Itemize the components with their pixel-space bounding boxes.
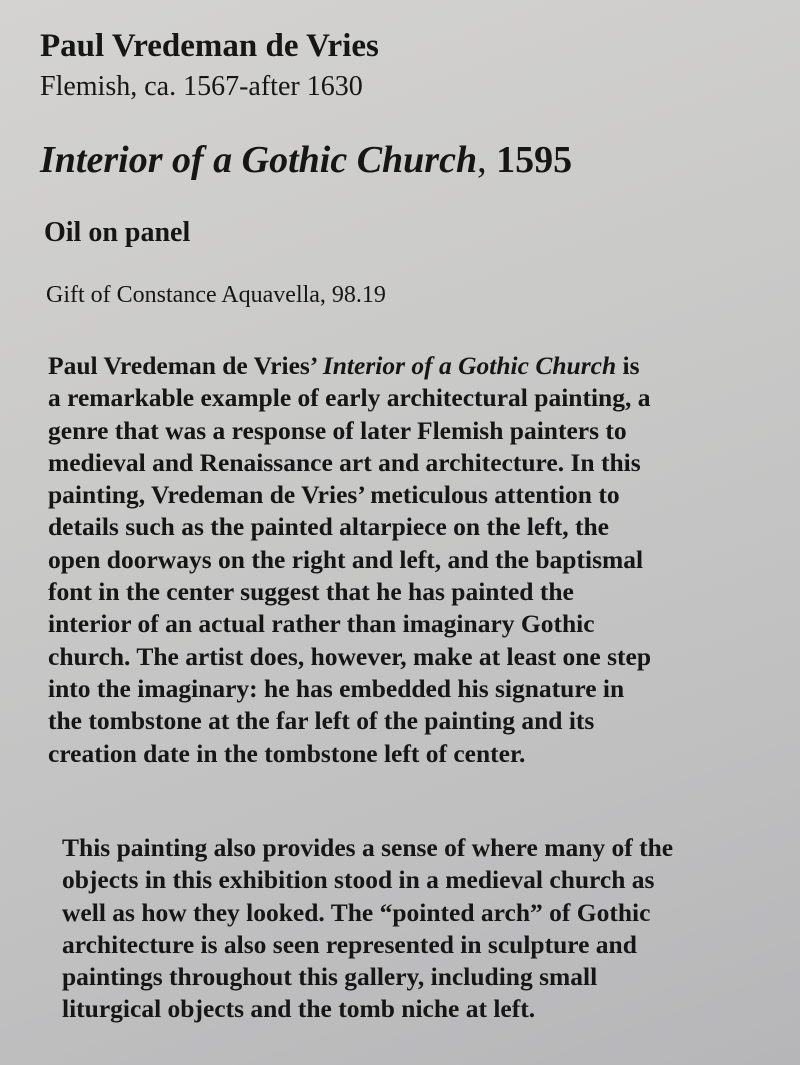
- paragraph-line: This painting also provides a sense of where many of the: [62, 833, 674, 862]
- artwork-medium: Oil on panel: [44, 217, 191, 248]
- paragraph-line: genre that was a response of later Flemish painters to: [48, 415, 627, 445]
- paragraph-line: creation date in the tombstone left of center.: [48, 738, 526, 768]
- credit-line: Gift of Constance Aquavella, 98.19: [46, 282, 386, 308]
- paragraph-line: well as how they looked. The “pointed arch” of Gothic: [62, 897, 651, 927]
- description-paragraph-1: [48, 350, 778, 770]
- description-paragraph-2: [62, 832, 772, 1026]
- paragraph-italic-title: Interior of a Gothic Church: [322, 351, 617, 380]
- paragraph-line: details such as the painted altarpiece on the left, the: [48, 512, 609, 542]
- artwork-title: [40, 140, 572, 182]
- artwork-title-separator: ,: [477, 139, 497, 181]
- paragraph-text: Paul Vredeman de Vries’: [48, 351, 323, 380]
- paragraph-line: into the imaginary: he has embedded his signature in: [48, 673, 625, 703]
- paragraph-text: is: [616, 351, 640, 380]
- paragraph-line: architecture is also seen represented in sculpture and: [62, 929, 637, 959]
- paragraph-line: open doorways on the right and left, and the baptismal: [48, 544, 644, 574]
- paragraph-line: objects in this exhibition stood in a medieval church as: [62, 865, 655, 895]
- artist-nationality-dates: Flemish, ca. 1567-after 1630: [40, 71, 363, 102]
- paragraph-line: interior of an actual rather than imaginary Gothic: [48, 609, 595, 639]
- paragraph-line: medieval and Renaissance art and architecture. In this: [48, 447, 641, 477]
- paragraph-line: a remarkable example of early architectural painting, a: [48, 383, 651, 413]
- paragraph-line: the tombstone at the far left of the painting and its: [48, 706, 595, 736]
- paragraph-line: liturgical objects and the tomb niche at left.: [62, 994, 536, 1024]
- paragraph-line: church. The artist does, however, make at least one step: [48, 641, 651, 671]
- artwork-title-text: Interior of a Gothic Church: [40, 139, 478, 181]
- artist-name: Paul Vredeman de Vries: [40, 28, 379, 64]
- paragraph-line: font in the center suggest that he has painted the: [48, 577, 574, 607]
- artwork-year: 1595: [496, 139, 573, 181]
- paragraph-line: paintings throughout this gallery, including small: [62, 962, 598, 992]
- paragraph-line: painting, Vredeman de Vries’ meticulous attention to: [48, 480, 620, 510]
- paragraph-line: [48, 350, 778, 382]
